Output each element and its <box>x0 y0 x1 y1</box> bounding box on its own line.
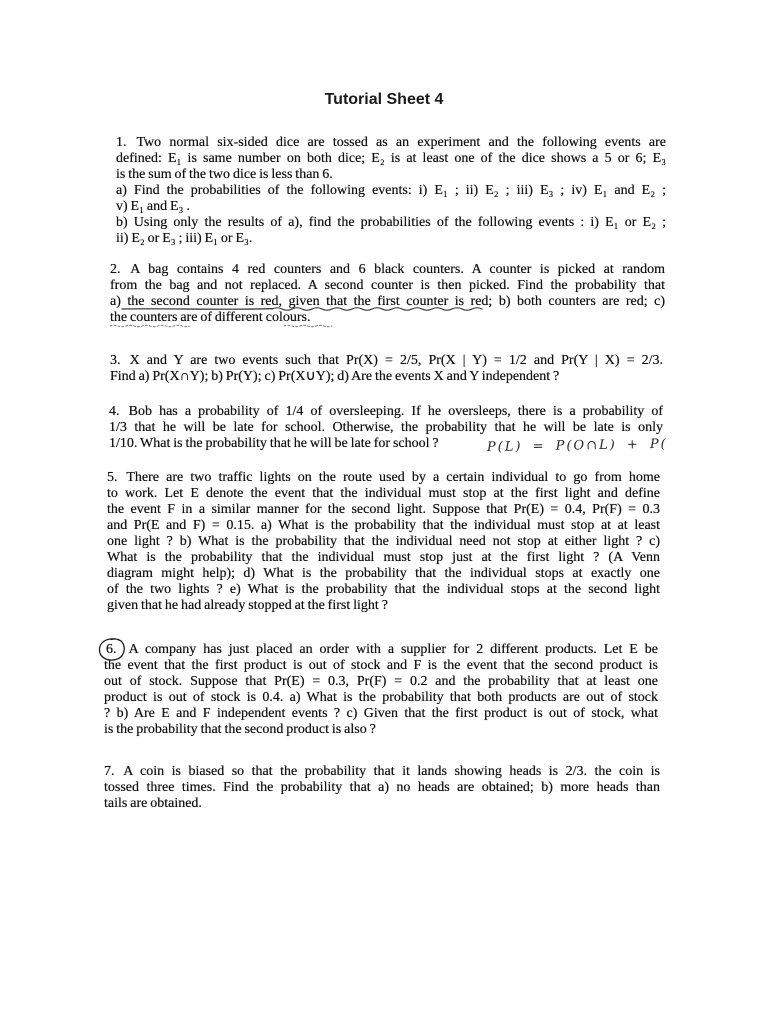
question-text-line: from the bag and not replaced. A second counter is then picked. Find the probability that <box>110 278 665 293</box>
question-5 <box>107 470 660 614</box>
question-number: 5. <box>107 470 118 485</box>
question-text-line: defined: E₁ is same number on both dice; E₂ is at least one of the dice shows a 5 or 6; E₃ <box>116 151 666 166</box>
question-text-line <box>110 353 663 369</box>
question-text-line: b) Using only the results of a), find the probabilities of the following events : i) E₁ or E₂ ; <box>116 215 666 230</box>
question-text-line: a) Find the probabilities of the following events: i) E₁ ; ii) E₂ ; iii) E₃ ; iv) E₁ and E₂ ; <box>116 183 666 198</box>
question-text-line <box>104 764 660 780</box>
question-text-line: the event that the first product is out of stock and F is the event that the second product is <box>104 658 658 673</box>
question-text-line: one light ? b) What is the probability that the individual need not stop at either light ? c) <box>107 534 660 549</box>
question-text-line <box>104 642 658 658</box>
question-text-line: to work. Let E denote the event that the individual must stop at the first light and define <box>107 486 660 501</box>
question-text: A bag contains 4 red counters and 6 black counters. A counter is picked at random <box>130 262 665 277</box>
question-number: 1. <box>116 135 127 150</box>
question-text: There are two traffic lights on the route used by a certain individual to go from home <box>126 470 660 485</box>
question-text: Two normal six-sided dice are tossed as an experiment and the following events are <box>136 135 666 150</box>
question-7 <box>104 764 660 812</box>
question-text-line <box>107 470 660 486</box>
page-title: Tutorial Sheet 4 <box>324 91 444 108</box>
question-text-line: ii) E₂ or E₃ ; iii) E₁ or E₃. <box>116 231 253 246</box>
question-text-line: is the sum of the two dice is less than 6. <box>116 167 333 182</box>
question-text-line: 1/10. What is the probability that he will be late for school ? <box>109 436 439 451</box>
question-text: A coin is biased so that the probability that it lands showing heads is 2/3. the coin is <box>123 764 660 779</box>
question-2 <box>110 262 665 326</box>
question-text-line <box>110 262 665 278</box>
question-text-line: diagram might help); d) What is the probability that the individual stops at exactly one <box>107 566 660 581</box>
question-text-line: v) E₁ and E₃ . <box>116 199 190 214</box>
question-number: 6. <box>106 642 117 657</box>
question-text-line: the counters are of different colours. <box>110 310 311 325</box>
question-text-line <box>116 135 666 151</box>
question-text-line: out of stock. Suppose that Pr(E) = 0.3, Pr(F) = 0.2 and the probability that at least one <box>104 674 658 689</box>
question-text-line: the event F in a similar manner for the second light. Suppose that Pr(E) = 0.4, Pr(F) = 0.3 <box>107 502 660 517</box>
question-text-line: tossed three times. Find the probability that a) no heads are obtained; b) more heads than <box>104 780 660 795</box>
question-text-line: given that he had already stopped at the first light ? <box>107 598 388 613</box>
handwritten-note: P(L) = P(O∩L) + P( <box>486 436 668 455</box>
question-text-line: a) the second counter is red, given that the first counter is red; b) both counters are red; c) <box>110 294 665 309</box>
question-text: A company has just placed an order with a supplier for 2 different products. Let E be <box>128 642 658 657</box>
question-1 <box>116 135 666 247</box>
question-text-line: and Pr(E and F) = 0.15. a) What is the probability that the individual must stop at at least <box>107 518 660 533</box>
question-text-line: of the two lights ? e) What is the probability that the individual stops at the second light <box>107 582 660 597</box>
question-text-line <box>109 404 663 420</box>
question-number: 3. <box>110 353 121 368</box>
question-text-line: product is out of stock is 0.4. a) What is the probability that both products are out of stock <box>104 690 658 705</box>
question-number: 2. <box>110 262 121 277</box>
question-text: Bob has a probability of 1/4 of oversleeping. If he oversleeps, there is a probability of <box>128 404 663 419</box>
question-text-line: is the probability that the second product is also ? <box>104 722 376 737</box>
question-6 <box>104 642 658 738</box>
question-number: 7. <box>104 764 115 779</box>
question-3 <box>110 353 663 385</box>
question-text-line: ? b) Are E and F independent events ? c) Given that the first product is out of stock, what <box>104 706 658 721</box>
question-text-line: What is the probability that the individual must stop just at the first light ? (A Venn <box>107 550 660 565</box>
question-text-line: 1/3 that he will be late for school. Otherwise, the probability that he will be late is only <box>109 420 663 435</box>
question-text-line: tails are obtained. <box>104 796 202 811</box>
question-text-line: Find a) Pr(X∩Y); b) Pr(Y); c) Pr(X∪Y); d) Are the events X and Y independent ? <box>110 369 560 384</box>
question-number: 4. <box>109 404 120 419</box>
question-text: X and Y are two events such that Pr(X) = 2/5, Pr(X | Y) = 1/2 and Pr(Y | X) = 2/3. <box>129 353 663 368</box>
